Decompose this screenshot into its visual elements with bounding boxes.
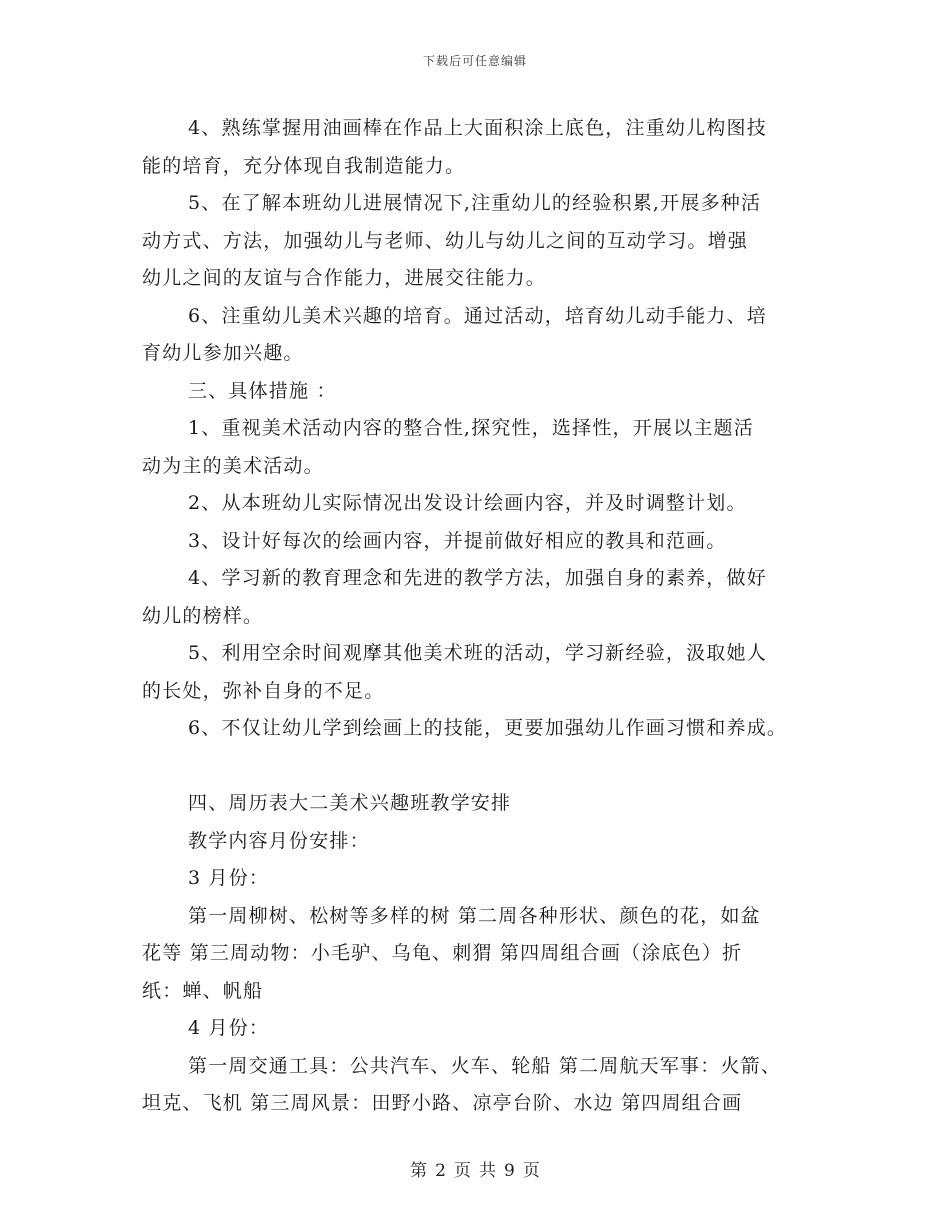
line: 第一周柳树、松树等多样的树 第二周各种形状、颜色的花，如盆 [188, 904, 761, 927]
paragraph-measure-2 [142, 485, 832, 523]
page-header: 下载后可任意编辑 [422, 54, 527, 68]
page-unit: 页 [454, 1161, 471, 1181]
month-label-april [142, 1010, 832, 1048]
line: 坦克、飞机 第三周风景：田野小路、凉亭台阶、水边 第四周组合画 [142, 1092, 743, 1114]
line: 幼儿的榜样。 [142, 604, 264, 627]
schedule-intro [142, 823, 832, 861]
total-unit: 页 [522, 1161, 540, 1181]
line: 三、具体措施 ： [188, 379, 337, 402]
total-pages: 9 [504, 1161, 515, 1181]
paragraph-goal-5 [142, 185, 832, 298]
page-label: 第 [410, 1161, 428, 1181]
section-heading-measures [142, 373, 832, 411]
section-heading-schedule [142, 785, 832, 823]
line: 第一周交通工具：公共汽车、火车、轮船 第二周航天军事：火箭、 [188, 1054, 782, 1077]
paragraph-goal-6 [142, 298, 832, 373]
total-label: 共 [479, 1161, 496, 1181]
line: 4、熟练掌握用油画棒在作品上大面积涂上底色，注重幼儿构图技 [188, 117, 767, 139]
paragraph-measure-6 [142, 710, 832, 748]
page-number: 2 [435, 1161, 446, 1181]
schedule-april [142, 1048, 832, 1123]
line: 教学内容月份安排： [188, 829, 370, 852]
paragraph-measure-5 [142, 635, 832, 710]
paragraph-measure-3 [142, 523, 832, 561]
line: 5、在了解本班幼儿进展情况下,注重幼儿的经验积累,开展多种活 [188, 192, 762, 214]
paragraph-measure-4 [142, 560, 832, 635]
line: 花等 第三周动物：小毛驴、乌龟、刺猬 第四周组合画（涂底色）折 [142, 942, 743, 964]
line: 动为主的美术活动。 [142, 454, 324, 477]
document-body [142, 110, 832, 1123]
line: 的长处，弥补自身的不足。 [142, 679, 385, 702]
line: 4、学习新的教育理念和先进的教学方法，加强自身的素养，做好 [188, 567, 767, 589]
line: 动方式、方法，加强幼儿与老师、幼儿与幼儿之间的互动学习。增强 [142, 229, 749, 252]
month-label-march [142, 860, 832, 898]
line: 6、不仅让幼儿学到绘画上的技能，更要加强幼儿作画习惯和养成。 [188, 717, 788, 739]
schedule-march [142, 898, 832, 1011]
line: 纸：蝉、帆船 [142, 979, 264, 1002]
line: 1、重视美术活动内容的整合性,探究性，选择性，开展以主题活 [188, 417, 754, 439]
page-footer [0, 1156, 950, 1181]
line: 4 月份： [188, 1017, 270, 1039]
line: 育幼儿参加兴趣。 [142, 342, 304, 364]
paragraph-measure-1 [142, 410, 832, 485]
line: 幼儿之间的友谊与合作能力，进展交往能力。 [142, 267, 547, 289]
line: 能的培育，充分体现自我制造能力。 [142, 154, 466, 177]
blank-line [142, 748, 832, 786]
line: 6、注重幼儿美术兴趣的培育。通过活动，培育幼儿动手能力、培 [188, 304, 767, 327]
paragraph-goal-4 [142, 110, 832, 185]
line: 四、周历表大二美术兴趣班教学安排 [188, 792, 512, 814]
line: 3、设计好每次的绘画内容，并提前做好相应的教具和范画。 [188, 529, 727, 552]
line: 3 月份： [188, 867, 270, 889]
line: 5、利用空余时间观摩其他美术班的活动，学习新经验，汲取她人 [188, 642, 767, 664]
line: 2、从本班幼儿实际情况出发设计绘画内容，并及时调整计划。 [188, 492, 747, 514]
